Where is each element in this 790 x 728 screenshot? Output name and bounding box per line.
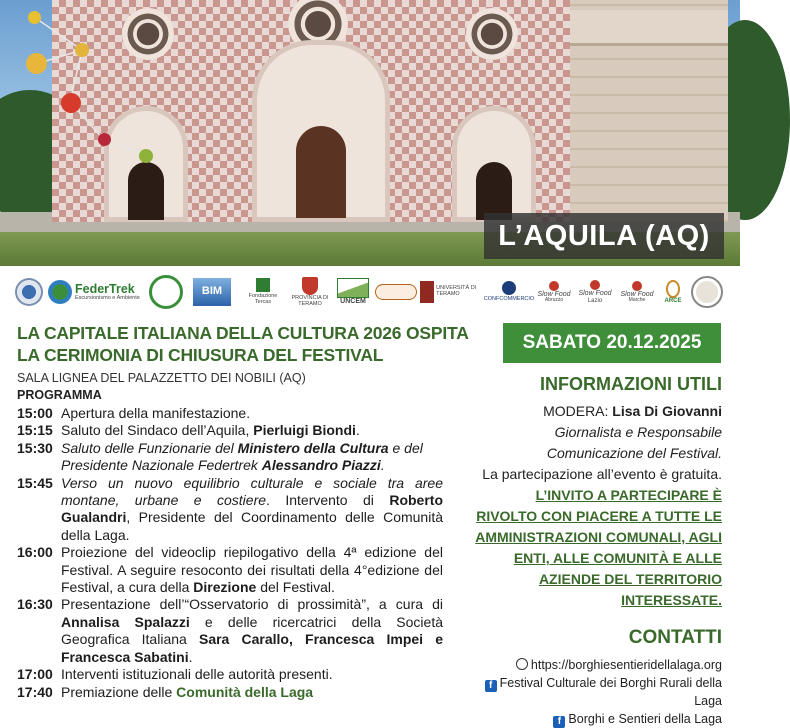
arce-logo: ARCE: [660, 276, 686, 308]
program-item: 15:15 Saluto del Sindaco dell’Aquila, Pierluigi Biondi.: [17, 422, 360, 439]
program-item: 17:40 Premiazione delle Comunità della Laga: [17, 683, 314, 700]
website-link[interactable]: https://borghiesentieridellalaga.org: [530, 658, 722, 672]
dot-red: [61, 93, 81, 113]
contacts-block: [470, 656, 722, 728]
info-heading: INFORMAZIONI UTILI: [540, 374, 722, 394]
globe-icon: [516, 658, 528, 670]
facebook-line-2: [470, 710, 722, 728]
contacts-heading: CONTATTI: [628, 627, 722, 648]
event-title: [17, 322, 497, 366]
banner-logo: [374, 276, 418, 308]
dot-crimson: [98, 133, 111, 146]
free-entry-note: La partecipazione all’evento è gratuita.: [482, 466, 722, 482]
dot-yellow: [75, 43, 89, 57]
info-block: [470, 401, 722, 611]
invite-line: INTERESSATE.: [621, 592, 722, 608]
event-title-line-1: LA CAPITALE ITALIANA DELLA CULTURA 2026 OSPITA: [17, 323, 469, 343]
slowfood-logo-2: Slow Food Lazio: [576, 276, 614, 308]
facebook-icon: f: [485, 680, 497, 692]
event-title-line-2: LA CERIMONIA DI CHIUSURA DEL FESTIVAL: [17, 345, 384, 365]
tower-top: [570, 10, 728, 46]
federtrek-logo: FederTrek Escursionismo e Ambiente: [48, 276, 140, 308]
uncem-logo: UNCEM: [334, 276, 372, 308]
facebook-page-1[interactable]: Festival Culturale dei Borghi Rurali della Laga: [499, 676, 722, 708]
door-center: [296, 126, 346, 218]
program-item: 16:30 Presentazione dell’“Osservatorio di prossimità”, a cura di Annalisa Spalazzi e delle ricercatrici della Società Geografica Italiana Sara Carallo, Francesca Impei e Francesca Sabatini.: [17, 596, 444, 665]
venue-label: SALA LIGNEA DEL PALAZZETTO DEI NOBILI (AQ): [17, 371, 306, 385]
program-item: 15:45 Verso un nuovo equilibrio culturale e sociale tra aree montane, urbane e costiere. Intervento di Roberto Gualandri, Presidente del Coordinamento delle Comunità della Laga.: [17, 474, 443, 543]
facebook-line-1: [470, 674, 722, 710]
program-item: 15:00 Apertura della manifestazione.: [17, 405, 251, 421]
invite-line: RIVOLTO CON PIACERE A TUTTE LE: [476, 508, 722, 524]
moderator-role-2: Comunicazione del Festival.: [546, 445, 722, 461]
provincia-logo: PROVINCIA DI TERAMO: [290, 276, 330, 308]
slowfood-logo-3: Slow Food Marche: [618, 276, 656, 308]
circle-green-logo: [146, 276, 186, 308]
bim-logo: BIM: [192, 276, 232, 308]
invite-line: AZIENDE DEL TERRITORIO: [538, 571, 722, 587]
program-item: 17:00 Interventi istituzionali delle autorità presenti.: [17, 666, 333, 683]
door-right: [476, 162, 512, 220]
program-item: 16:00 Proiezione del videoclip riepilogativo della 4ª edizione del Festival. A seguire resoconto dei risultati della 4°edizione del Festival, a cura della Direzione del Festival.: [17, 544, 443, 596]
dot-green: [139, 149, 153, 163]
program-heading: PROGRAMMA: [17, 388, 102, 402]
dot-yellow-large: [26, 53, 47, 74]
hero-photo: [0, 0, 740, 266]
crest-logo: [14, 276, 44, 308]
sponsor-logo-strip: [0, 266, 740, 318]
dot-yellow-small: [28, 11, 41, 24]
location-label: L’AQUILA (AQ): [484, 213, 724, 259]
moderator-line: MODERA: Lisa Di Giovanni: [543, 403, 722, 419]
facebook-icon: f: [553, 716, 565, 728]
facebook-page-2[interactable]: Borghi e Sentieri della Laga: [568, 712, 722, 726]
confcommercio-logo: CONFCOMMERCIO: [484, 276, 534, 308]
program-item: 15:30 Saluto delle Funzionarie del Ministero della Cultura e del Presidente Nazionale Federtrek Alessandro Piazzi.: [17, 439, 423, 474]
slowfood-logo-1: Slow Food Abruzzo: [536, 276, 572, 308]
invite-line: AMMINISTRAZIONI COMUNALI, AGLI: [475, 529, 722, 545]
program-list: [17, 405, 443, 701]
round-badge-logo: [690, 276, 724, 308]
invite-line: L’INVITO A PARTECIPARE È: [535, 487, 722, 503]
invite-line: ENTI, ALLE COMUNITÀ E ALLE: [513, 550, 722, 566]
door-left: [128, 162, 164, 220]
decorative-dots-lines: [0, 0, 160, 170]
rose-window-right: [466, 8, 518, 60]
moderator-role-1: Giornalista e Responsabile: [554, 424, 722, 440]
fondazione-logo: Fondazione Tercas: [240, 276, 286, 308]
website-line: [470, 656, 722, 674]
universita-logo: UNIVERSITÀ DI TERAMO: [420, 276, 478, 308]
event-date-badge: SABATO 20.12.2025: [503, 323, 721, 363]
